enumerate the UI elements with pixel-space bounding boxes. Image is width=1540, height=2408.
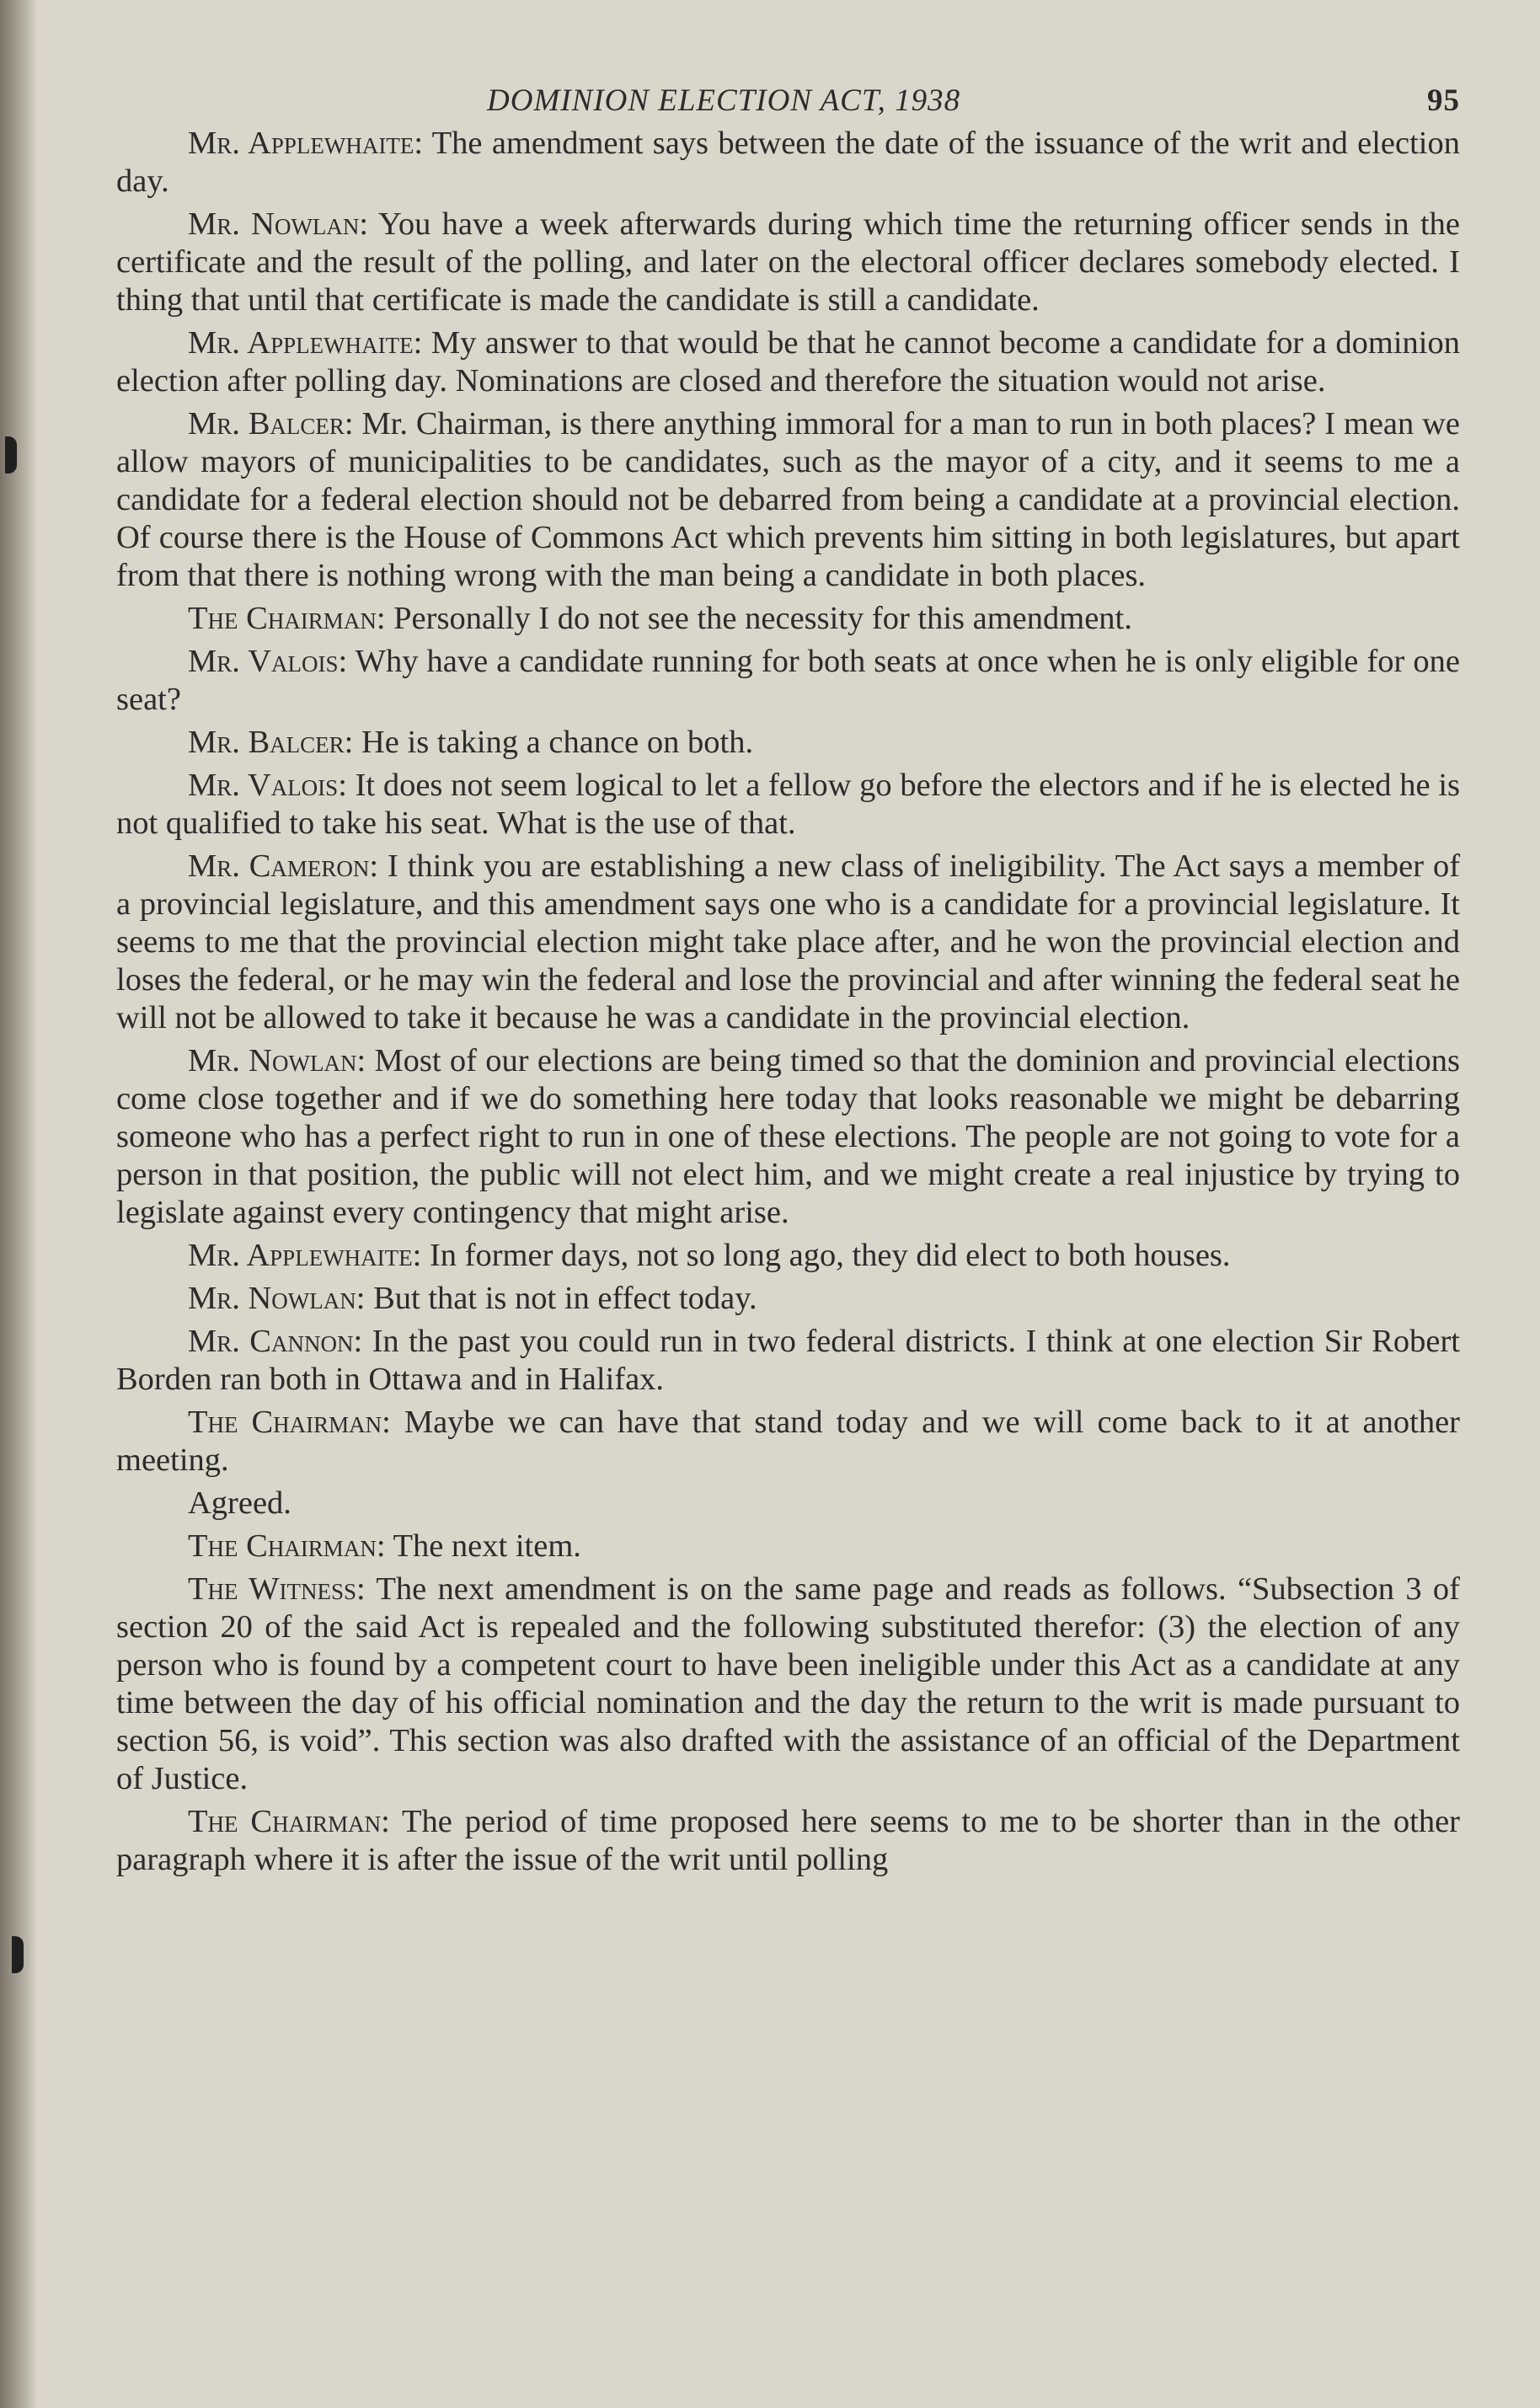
speaker-name: Mr. Valois: [188, 768, 347, 803]
speaker-name: The Chairman: [188, 1804, 390, 1839]
speech-text: Mr. Chairman, is there anything immoral for a man to run in both places? I mean we allow mayors of municipalities to be candidates, such as the mayor of a city, and it seems to me a candidate for a federal election should not be debarred from being a candidate at a provincial election. Of course there is the House of Commons Act which prevents him sitting in both legislatures, but apart from that there is nothing wrong with the man being a candidate in both places. [116, 406, 1460, 593]
speaker-name: The Chairman: [188, 1405, 391, 1440]
transcript-paragraph [116, 643, 1460, 719]
transcript-paragraph [116, 1571, 1460, 1798]
transcript-paragraph [116, 724, 1460, 762]
speech-text: Personally I do not see the necessity for this amendment. [393, 601, 1132, 636]
speaker-name: Mr. Valois: [188, 644, 348, 679]
transcript-paragraph [116, 1485, 1460, 1522]
transcript-paragraph [116, 125, 1460, 201]
speech-text: Why have a candidate running for both seats at once when he is only eligible for one seat? [116, 644, 1460, 717]
speaker-name: The Chairman: [188, 601, 386, 636]
binding-tab-mark-lower [12, 1936, 24, 1973]
speaker-name: Mr. Balcer: [188, 725, 354, 760]
speech-text: The next item. [393, 1528, 581, 1564]
running-head [116, 74, 1460, 125]
speaker-name: Mr. Balcer: [188, 406, 354, 441]
transcript-paragraph [116, 1803, 1460, 1879]
speech-text: It does not seem logical to let a fellow go before the electors and if he is elected he is not qualified to take his seat. What is the use of that. [116, 768, 1460, 841]
transcript-paragraph [116, 324, 1460, 400]
speaker-name: Mr. Applewhaite: [188, 126, 424, 161]
speech-text: You have a week afterwards during which time the returning officer sends in the certificate and the result of the polling, and later on the electoral officer declares somebody elected. I thing that until that certificate is made the candidate is still a candidate. [116, 206, 1460, 318]
speaker-name: Mr. Applewhaite: [188, 325, 423, 361]
transcript-paragraph [116, 1237, 1460, 1275]
document-page [116, 74, 1460, 1884]
speaker-name: The Chairman: [188, 1528, 386, 1564]
transcript-paragraph [116, 1323, 1460, 1399]
transcript-paragraph [116, 600, 1460, 638]
speech-text: I think you are establishing a new class of ineligibility. The Act says a member of a provincial legislature, and this amendment says one who is a candidate for a provincial legislature. It seems to me that the provincial election might take place after, and he won the provincial election and loses the federal, or he may win the federal and lose the provincial and after winning the federal seat he will not be allowed to take it because he was a candidate in the provincial election. [116, 848, 1461, 1035]
transcript-paragraph [116, 405, 1460, 595]
transcript-paragraph [116, 206, 1460, 319]
running-title: DOMINION ELECTION ACT, 1938 [487, 83, 961, 118]
transcript-paragraph [116, 848, 1460, 1037]
speech-text: The amendment says between the date of the issuance of the writ and election day. [116, 126, 1460, 199]
transcript-paragraph [116, 1280, 1460, 1318]
transcript-paragraph [116, 1042, 1460, 1232]
speech-text: Agreed. [188, 1485, 291, 1521]
book-binding-edge [0, 0, 37, 2408]
speech-text: The next amendment is on the same page and reads as follows. “Subsection 3 of section 20 of the said Act is repealed and the following substituted therefor: (3) the election of any person who is found by a competent court to have been ineligible under this Act as a candidate at any time between the day of his official nomination and the day the return to the writ is made pursuant to section 56, is void”. This section was also drafted with the assistance of an official of the Department of Justice. [116, 1571, 1460, 1796]
speech-text: In the past you could run in two federal districts. I think at one election Sir Robert Borden ran both in Ottawa and in Halifax. [116, 1324, 1460, 1397]
speech-text: In former days, not so long ago, they did elect to both houses. [429, 1238, 1231, 1273]
speaker-name: The Witness: [188, 1571, 366, 1607]
speech-text: The period of time proposed here seems to me to be shorter than in the other paragraph where it is after the issue of the writ until polling [116, 1804, 1461, 1877]
speaker-name: Mr. Nowlan: [188, 1043, 366, 1078]
speech-text: Most of our elections are being timed so that the dominion and provincial elections come close together and if we do something here today that looks reasonable we might be debarring someone who has a perfect right to run in one of these elections. The people are not going to vote for a person in that position, the public will not elect him, and we might create a real injustice by trying to legislate against every contingency that might arise. [116, 1043, 1460, 1230]
transcript-body [116, 125, 1460, 1879]
speaker-name: Mr. Nowlan: [188, 206, 369, 242]
speaker-name: Mr. Nowlan: [188, 1281, 366, 1316]
binding-tab-mark-upper [5, 436, 17, 474]
speaker-name: Mr. Cameron: [188, 848, 379, 884]
speaker-name: Mr. Cannon: [188, 1324, 363, 1359]
speech-text: He is taking a chance on both. [361, 725, 754, 760]
speech-text: My answer to that would be that he cannot become a candidate for a dominion election after polling day. Nominations are closed and therefore the situation would not arise. [116, 325, 1461, 399]
speech-text: Maybe we can have that stand today and we will come back to it at another meeting. [116, 1405, 1460, 1478]
transcript-paragraph [116, 1404, 1460, 1480]
speech-text: But that is not in effect today. [373, 1281, 757, 1316]
speaker-name: Mr. Applewhaite: [188, 1238, 422, 1273]
page-number: 95 [1427, 83, 1460, 118]
transcript-paragraph [116, 767, 1460, 843]
transcript-paragraph [116, 1528, 1460, 1565]
